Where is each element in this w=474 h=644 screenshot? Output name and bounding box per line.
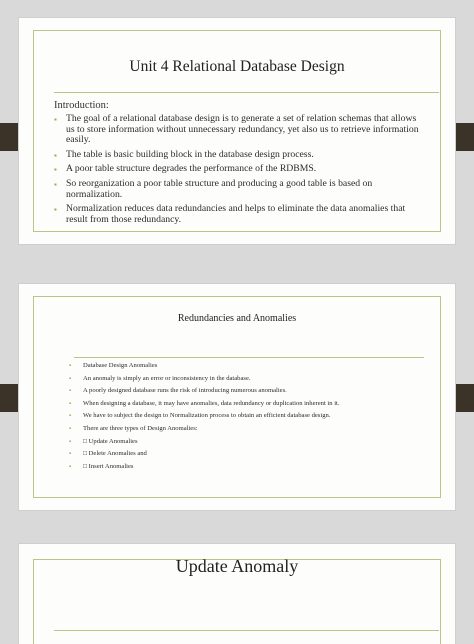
slide-title: Redundancies and Anomalies (177, 313, 297, 324)
list-item: ▪ A poor table structure degrades the performance of the RDBMS. (54, 163, 317, 175)
right-divider-bar (455, 384, 474, 412)
title-rule (74, 357, 424, 358)
right-divider-bar (455, 123, 474, 151)
intro-label: Introduction: (54, 100, 109, 111)
bullet-icon: ▪ (54, 205, 57, 215)
list-item: ▪ □ Update Anomalies (69, 437, 138, 445)
bullet-icon: ▪ (69, 388, 72, 395)
slide-3 (19, 544, 455, 644)
left-divider-bar (0, 123, 19, 151)
bullet-icon: ▪ (69, 463, 72, 470)
list-item: ▪ There are three types of Design Anomalies: (69, 424, 198, 432)
slide-1 (19, 18, 455, 244)
bullet-icon: ▪ (69, 413, 72, 420)
bullet-icon: ▪ (54, 165, 57, 175)
list-item: ▪ The table is basic building block in the database design process. (54, 148, 314, 160)
slide-2 (19, 284, 455, 510)
bullet-icon: ▪ (69, 375, 72, 382)
list-item: ▪ We have to subject the design to Normalization process to obtain an efficient database design. (69, 412, 331, 420)
bullet-list (69, 362, 419, 475)
bullet-icon: ▪ (54, 179, 57, 189)
bullet-icon: ▪ (54, 115, 57, 124)
bullet-icon: ▪ (54, 150, 57, 160)
list-item: ▪ An anomaly is simply an error or inconsistency in the database. (69, 374, 251, 382)
title-rule (54, 92, 439, 93)
list-item: ▪ The goal of a relational database design is to generate a set of relation schemas that allows us to store information without unnecessary redundancy, yet also us to retrieve information easily. (54, 113, 419, 146)
bullet-icon: ▪ (69, 451, 72, 458)
slide-title: Unit 4 Relational Database Design (129, 58, 345, 75)
list-item: ▪ When designing a database, it may have anomalies, data redundancy or duplication inherent in it. (69, 399, 340, 407)
bullet-icon: ▪ (69, 400, 72, 407)
list-item: ▪ A poorly designed database runs the risk of introducing numerous anomalies. (69, 387, 287, 395)
list-item: ▪ Normalization reduces data redundancies and helps to eliminate the data anomalies that result from those redundancy. (54, 203, 406, 225)
bullet-icon: ▪ (69, 363, 72, 369)
slide-title: Update Anomaly (175, 556, 299, 576)
bullet-icon: ▪ (69, 425, 72, 432)
list-item: ▪ Database Design Anomalies (69, 362, 158, 369)
bullet-list (54, 114, 424, 229)
bullet-icon: ▪ (69, 438, 72, 445)
title-rule (54, 630, 439, 631)
list-item: ▪ □ Delete Anomalies and (69, 450, 147, 458)
list-item: ▪ □ Insert Anomalies (69, 462, 134, 470)
list-item: ▪ So reorganization a poor table structure and producing a good table is based on normalization. (54, 177, 373, 200)
left-divider-bar (0, 384, 19, 412)
